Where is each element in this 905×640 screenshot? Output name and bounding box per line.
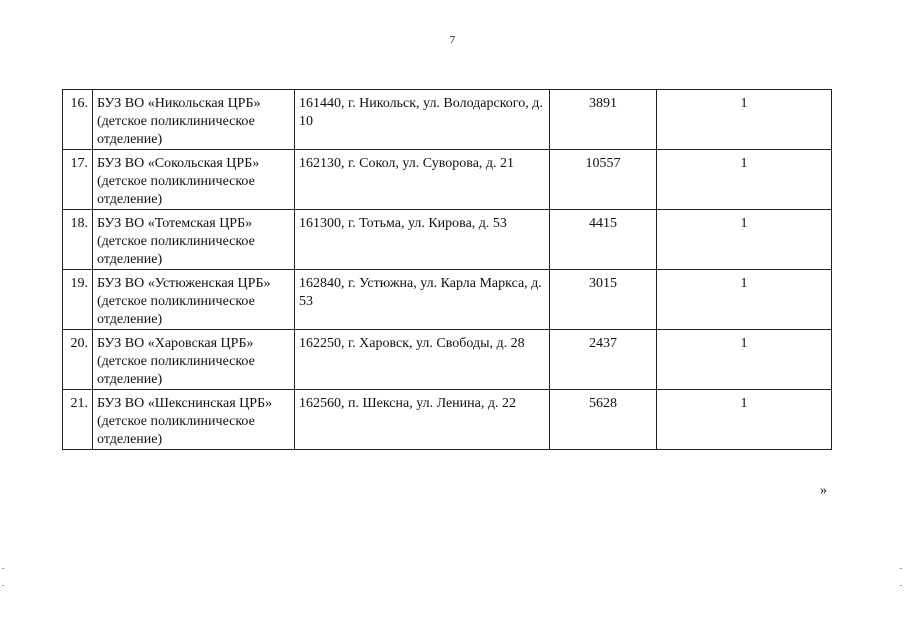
table-row <box>63 150 832 210</box>
institution-name: БУЗ ВО «Никольская ЦРБ» (детское поликлиническое отделение) <box>93 90 295 150</box>
institution-address: 162130, г. Сокол, ул. Суворова, д. 21 <box>295 150 550 210</box>
row-number: 20. <box>63 330 93 390</box>
population-value: 2437 <box>550 330 657 390</box>
institution-name: БУЗ ВО «Тотемская ЦРБ» (детское поликлиническое отделение) <box>93 210 295 270</box>
institution-address: 162250, г. Харовск, ул. Свободы, д. 28 <box>295 330 550 390</box>
page-number: 7 <box>449 34 456 46</box>
table-row <box>63 330 832 390</box>
institution-address: 161440, г. Никольск, ул. Володарского, д. 10 <box>295 90 550 150</box>
scan-artifact <box>2 585 4 586</box>
table-row <box>63 390 832 450</box>
population-value: 10557 <box>550 150 657 210</box>
row-number: 18. <box>63 210 93 270</box>
table-row <box>63 210 832 270</box>
row-number: 19. <box>63 270 93 330</box>
institution-name: БУЗ ВО «Харовская ЦРБ» (детское поликлиническое отделение) <box>93 330 295 390</box>
count-value: 1 <box>657 330 832 390</box>
count-value: 1 <box>657 270 832 330</box>
scan-artifact <box>900 585 902 586</box>
scan-artifact <box>900 568 902 569</box>
row-number: 21. <box>63 390 93 450</box>
population-value: 5628 <box>550 390 657 450</box>
institutions-table <box>62 89 832 450</box>
institution-name: БУЗ ВО «Шекснинская ЦРБ» (детское поликлиническое отделение) <box>93 390 295 450</box>
population-value: 3015 <box>550 270 657 330</box>
count-value: 1 <box>657 210 832 270</box>
institution-address: 162840, г. Устюжна, ул. Карла Маркса, д. 53 <box>295 270 550 330</box>
row-number: 17. <box>63 150 93 210</box>
count-value: 1 <box>657 150 832 210</box>
count-value: 1 <box>657 90 832 150</box>
closing-quote-mark: » <box>820 483 827 498</box>
institution-address: 162560, п. Шексна, ул. Ленина, д. 22 <box>295 390 550 450</box>
institution-name: БУЗ ВО «Устюженская ЦРБ» (детское поликлиническое отделение) <box>93 270 295 330</box>
scan-artifact <box>2 568 4 569</box>
count-value: 1 <box>657 390 832 450</box>
population-value: 4415 <box>550 210 657 270</box>
institution-name: БУЗ ВО «Сокольская ЦРБ» (детское поликлиническое отделение) <box>93 150 295 210</box>
table-row <box>63 270 832 330</box>
row-number: 16. <box>63 90 93 150</box>
institution-address: 161300, г. Тотьма, ул. Кирова, д. 53 <box>295 210 550 270</box>
population-value: 3891 <box>550 90 657 150</box>
table-row <box>63 90 832 150</box>
